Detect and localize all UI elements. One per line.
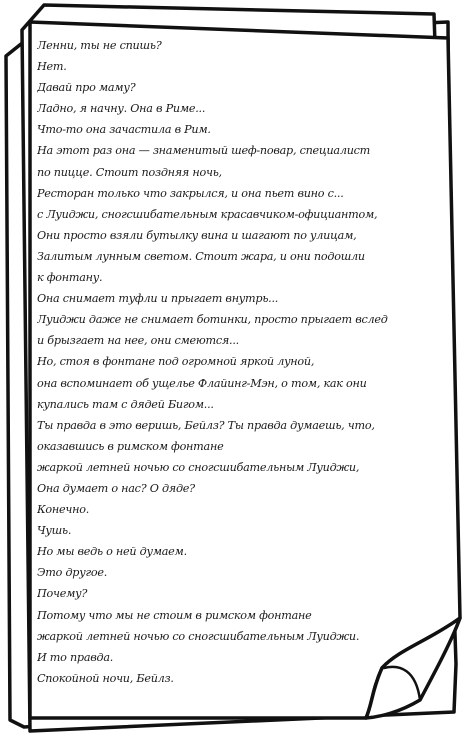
text-line: Ресторан только что закрылся, и она пьет вино с... — [37, 186, 344, 200]
text-line: жаркой летней ночью со сногсшибательным Луиджи, — [37, 460, 360, 474]
text-line: к фонтану. — [37, 271, 103, 285]
text-line: Чушь. — [37, 524, 72, 538]
text-line: Ладно, я начну. Она в Риме... — [37, 102, 206, 116]
text-line: оказавшись в римском фонтане — [37, 439, 224, 453]
text-line: Нет. — [37, 60, 67, 74]
text-line: Конечно. — [37, 503, 90, 517]
text-line: Она снимает туфли и прыгает внутрь... — [37, 292, 279, 306]
text-line: с Луиджи, сногсшибательным красавчиком-официантом, — [37, 207, 378, 221]
text-line: Она думает о нас? О дяде? — [37, 481, 195, 495]
text-line: Ты правда в это веришь, Бейлз? Ты правда думаешь, что, — [37, 418, 375, 432]
text-line: Но, стоя в фонтане под огромной яркой луной, — [37, 355, 315, 369]
text-line: Залитым лунным светом. Стоит жара, и они подошли — [37, 249, 365, 263]
text-line: Это другое. — [37, 566, 108, 580]
text-line: Давай про маму? — [37, 81, 136, 95]
text-line: Потому что мы не стоим в римском фонтане — [37, 608, 312, 622]
text-line: Что-то она зачастила в Рим. — [37, 123, 211, 137]
text-line: Почему? — [37, 587, 88, 601]
text-line: Спокойной ночи, Бейлз. — [37, 671, 174, 685]
text-line: Луиджи даже не снимает ботинки, просто прыгает вслед — [37, 313, 388, 327]
text-line: Они просто взяли бутылку вина и шагают по улицам, — [37, 228, 357, 242]
text-line: На этот раз она — знаменитый шеф-повар, специалист — [37, 144, 371, 158]
text-line: по пицце. Стоит поздняя ночь, — [37, 165, 222, 179]
text-line: она вспоминает об ущелье Флайинг-Мэн, о том, как они — [37, 376, 367, 390]
text-line: и брызгает на нее, они смеются... — [37, 334, 239, 348]
text-line: жаркой летней ночью со сногсшибательным Луиджи. — [37, 629, 360, 643]
document-text — [37, 35, 449, 689]
text-line: Но мы ведь о ней думаем. — [37, 545, 187, 559]
text-line: И то правда. — [37, 650, 114, 664]
text-line: купались там с дядей Бигом... — [37, 397, 214, 411]
text-line: Ленни, ты не спишь? — [37, 39, 162, 52]
